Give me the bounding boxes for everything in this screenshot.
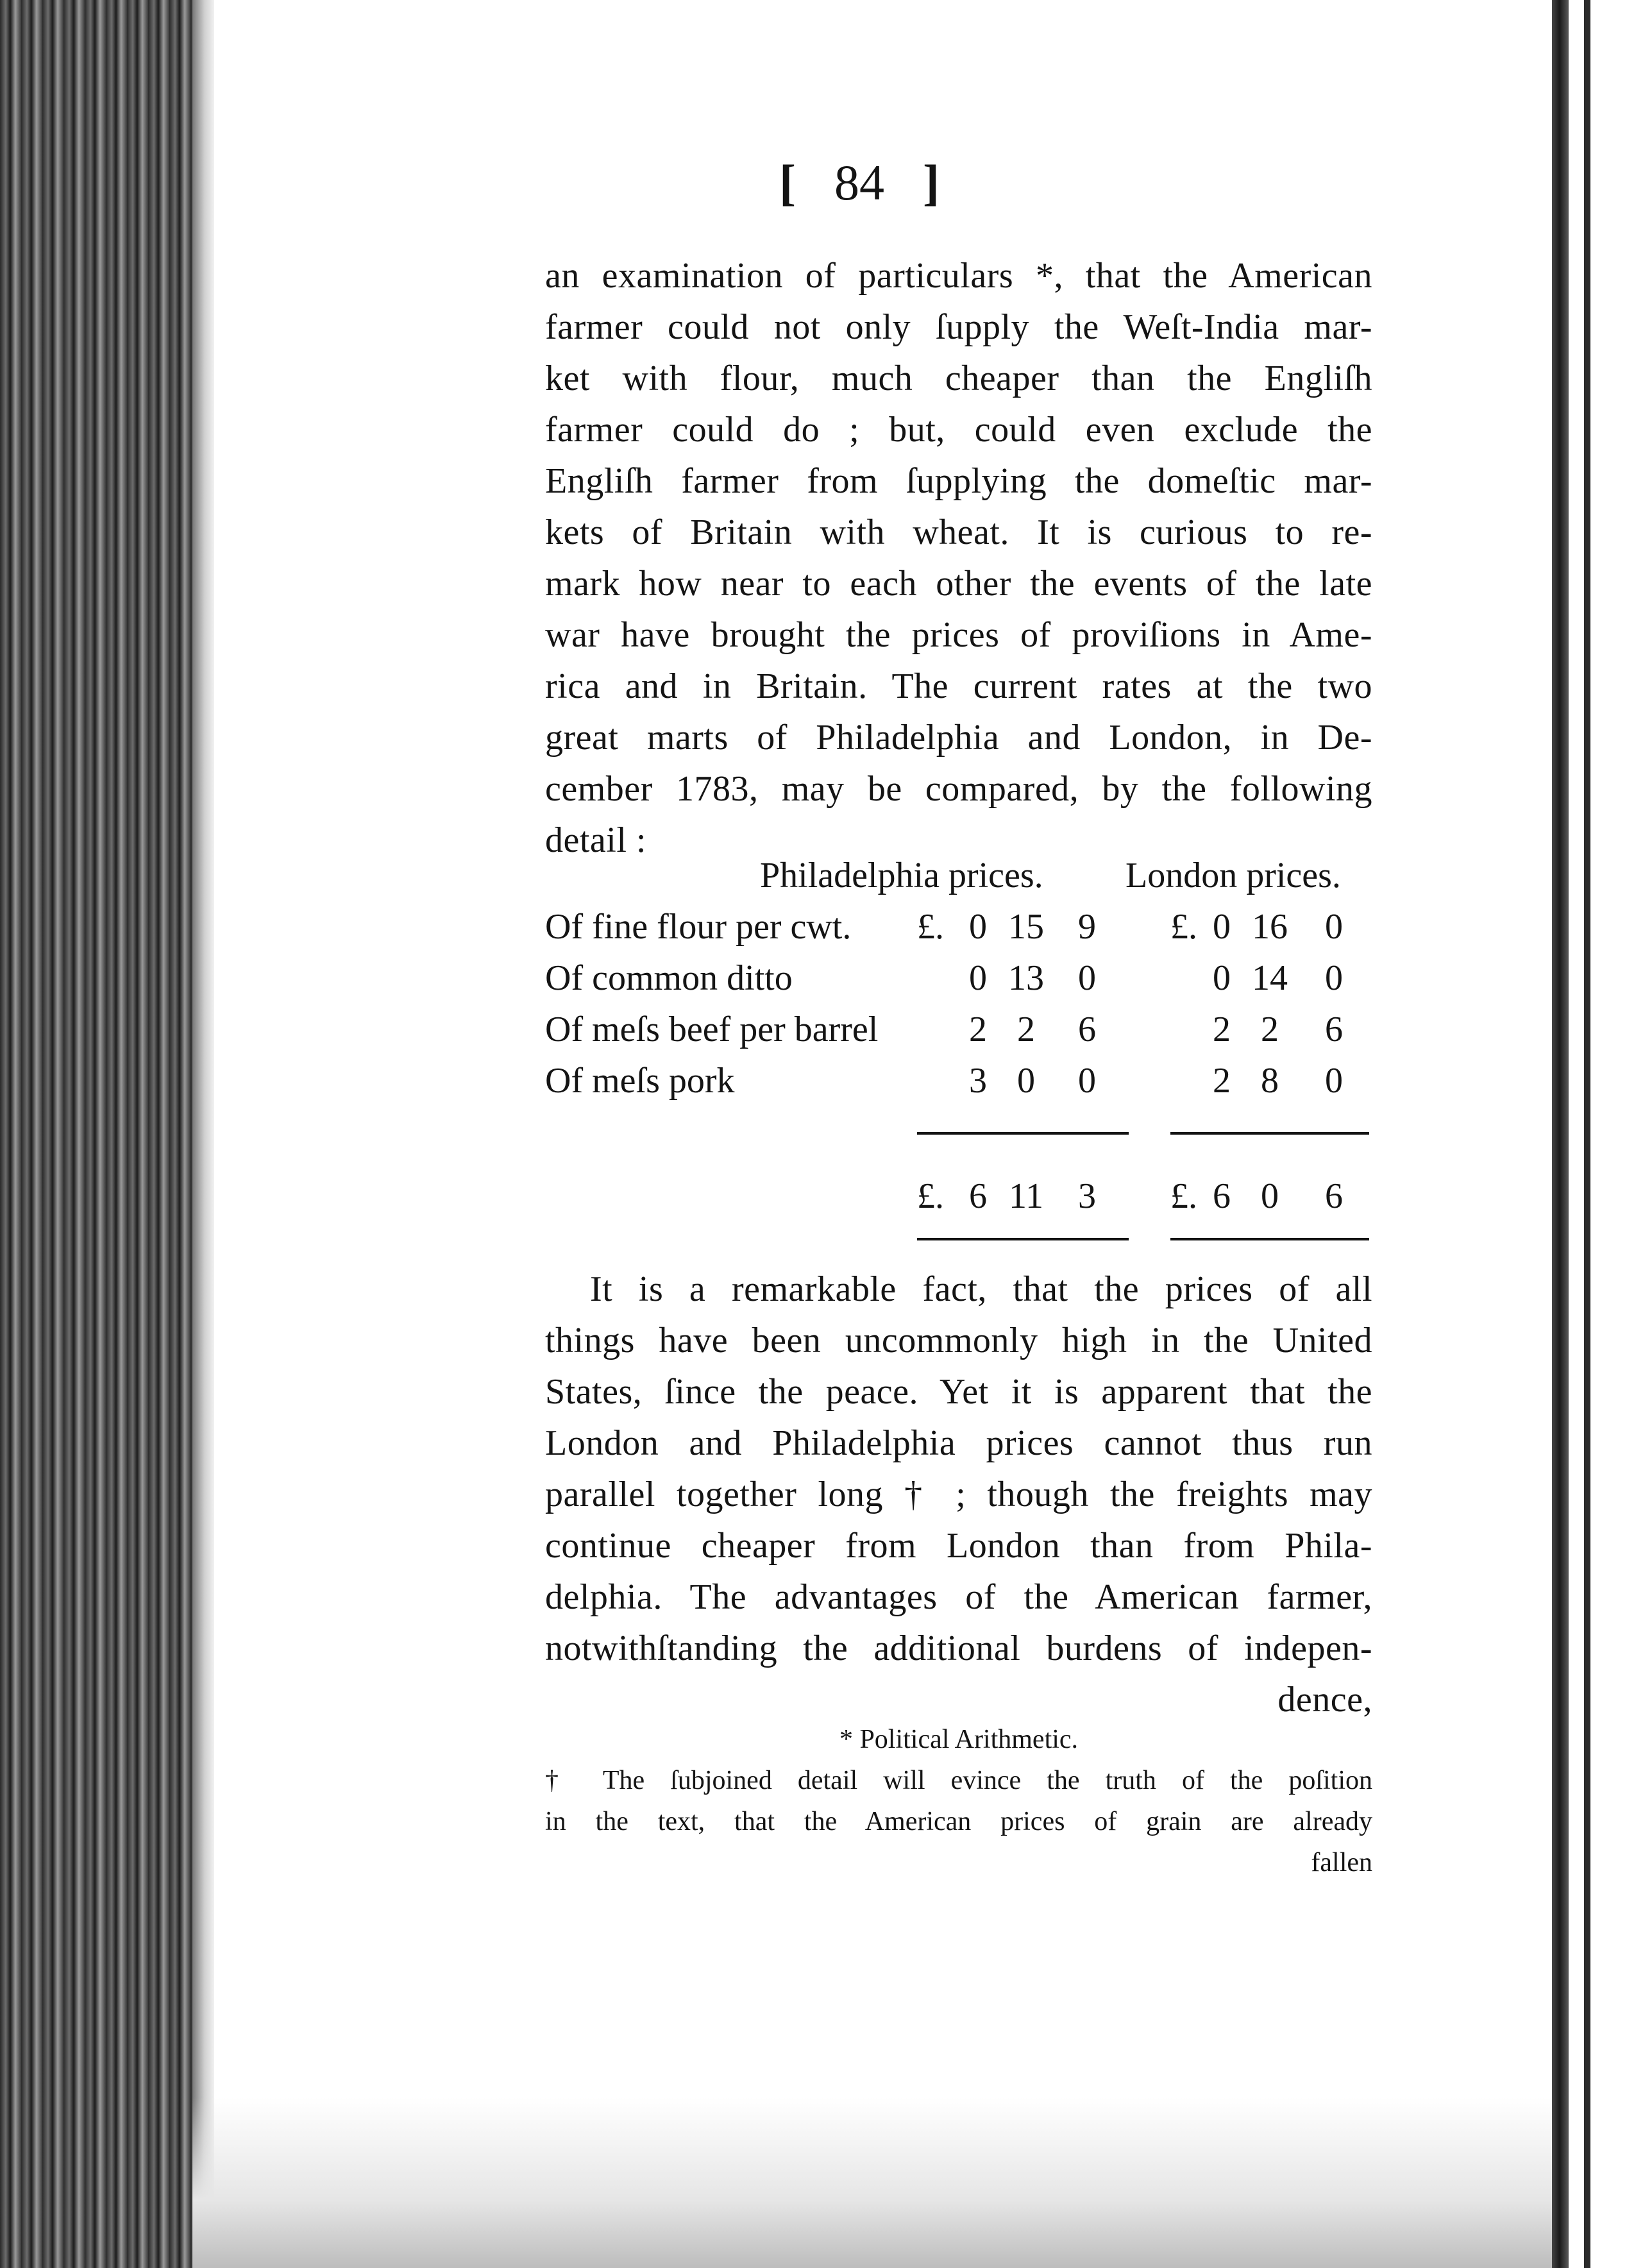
- page-number: 84: [834, 155, 884, 210]
- text-line: kets of Britain with wheat. It is curious to re-: [545, 512, 1372, 552]
- text-line: notwithſtanding the additional burdens of indepen-: [545, 1629, 1372, 1668]
- london-pence: 0: [1325, 907, 1343, 947]
- phila-pence: 0: [1078, 958, 1096, 998]
- phila-shillings: 0: [1017, 1061, 1035, 1101]
- london-pounds: 2: [1213, 1010, 1231, 1049]
- phila-total-currency: £.: [917, 1176, 944, 1216]
- body-paragraph-2: [545, 1264, 1372, 1725]
- text-line: ket with flour, much cheaper than the Engliſh: [545, 359, 1372, 398]
- body-paragraph-1: [545, 250, 1372, 866]
- london-total-currency: £.: [1170, 1176, 1197, 1216]
- row-label: Of meſs beef per barrel: [545, 1010, 879, 1049]
- phila-total-pounds: 6: [969, 1176, 987, 1216]
- table-row: [545, 952, 1597, 1004]
- phila-pence: 0: [1078, 1061, 1096, 1101]
- london-shillings: 14: [1252, 958, 1288, 998]
- text-line: States, ſince the peace. Yet it is apparent that the: [545, 1372, 1372, 1412]
- london-pence: 0: [1325, 958, 1343, 998]
- text-line: farmer could do ; but, could even exclude the: [545, 410, 1372, 450]
- footnote-star: * Political Arithmetic.: [839, 1725, 1079, 1754]
- text-line: continue cheaper from London than from Phila-: [545, 1526, 1372, 1566]
- total-rule-philadelphia: [917, 1238, 1129, 1240]
- london-total-shillings: 0: [1261, 1176, 1279, 1216]
- phila-pounds: 0: [969, 958, 987, 998]
- phila-total-shillings: 11: [1009, 1176, 1043, 1216]
- text-line: Engliſh farmer from ſupplying the domeſtic mar-: [545, 461, 1372, 501]
- catchword: fallen: [1311, 1848, 1372, 1877]
- text-line: detail :: [545, 820, 646, 860]
- total-rule-london: [1170, 1238, 1369, 1240]
- phila-pounds: 0: [969, 907, 987, 947]
- table-row: [545, 1055, 1597, 1106]
- footnote-dagger-line: in the text, that the American prices of grain are already: [545, 1807, 1372, 1836]
- table-row: [545, 1004, 1597, 1055]
- header-open-bracket: [: [779, 155, 796, 210]
- text-line: things have been uncommonly high in the United: [545, 1321, 1372, 1360]
- text-line: dence,: [1277, 1680, 1372, 1720]
- london-pounds: 0: [1213, 907, 1231, 947]
- text-line: war have brought the prices of proviſions in Ame-: [545, 615, 1372, 655]
- london-prices-header: London prices.: [1125, 856, 1341, 895]
- london-pounds: 0: [1213, 958, 1231, 998]
- footnotes: [545, 1719, 1372, 1883]
- london-shillings: 16: [1252, 907, 1288, 947]
- phila-pence: 9: [1078, 907, 1096, 947]
- row-label: Of common ditto: [545, 958, 793, 998]
- text-line: London and Philadelphia prices cannot thus run: [545, 1423, 1372, 1463]
- text-line: cember 1783, may be compared, by the following: [545, 769, 1372, 809]
- london-currency: £.: [1170, 907, 1197, 947]
- london-shillings: 2: [1261, 1010, 1279, 1049]
- london-total-pence: 6: [1325, 1176, 1343, 1216]
- phila-total-pence: 3: [1078, 1176, 1096, 1216]
- text-line: mark how near to each other the events of the late: [545, 564, 1372, 604]
- phila-pounds: 3: [969, 1061, 987, 1101]
- totals-row: [545, 1171, 1597, 1222]
- text-line: an examination of particulars *, that the American: [545, 256, 1372, 296]
- phila-pence: 6: [1078, 1010, 1096, 1049]
- london-pence: 6: [1325, 1010, 1343, 1049]
- row-label: Of meſs pork: [545, 1061, 735, 1101]
- text-line: It is a remarkable fact, that the prices of all: [590, 1269, 1372, 1309]
- london-pence: 0: [1325, 1061, 1343, 1101]
- sum-rule-london: [1170, 1132, 1369, 1135]
- text-line: parallel together long † ; though the freights may: [545, 1475, 1372, 1514]
- text-line: great marts of Philadelphia and London, in De-: [545, 718, 1372, 757]
- london-total-pounds: 6: [1213, 1176, 1231, 1216]
- phila-shillings: 2: [1017, 1010, 1035, 1049]
- text-line: delphia. The advantages of the American farmer,: [545, 1577, 1372, 1617]
- sum-rule-philadelphia: [917, 1132, 1129, 1135]
- philadelphia-prices-header: Philadelphia prices.: [760, 856, 1043, 895]
- footnote-dagger-line: † The ſubjoined detail will evince the truth of the poſition: [545, 1766, 1372, 1795]
- text-line: rica and in Britain. The current rates at the two: [545, 666, 1372, 706]
- table-row: [545, 901, 1597, 952]
- phila-currency: £.: [917, 907, 944, 947]
- text-line: farmer could not only ſupply the Weſt-India mar-: [545, 307, 1372, 347]
- row-label: Of fine flour per cwt.: [545, 907, 852, 947]
- header-close-bracket: ]: [923, 155, 940, 210]
- london-pounds: 2: [1213, 1061, 1231, 1101]
- phila-shillings: 13: [1008, 958, 1044, 998]
- phila-pounds: 2: [969, 1010, 987, 1049]
- phila-shillings: 15: [1008, 907, 1044, 947]
- london-shillings: 8: [1261, 1061, 1279, 1101]
- page-header: [779, 154, 940, 212]
